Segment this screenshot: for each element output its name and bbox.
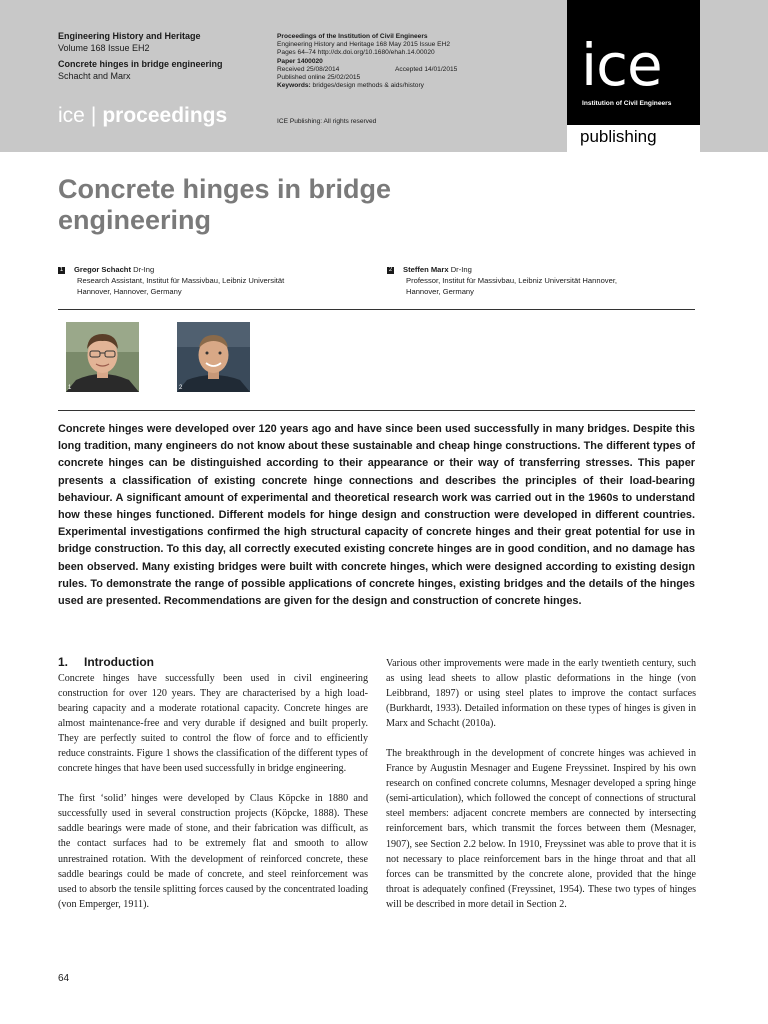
author-number: 1 [59, 266, 64, 273]
journal-header [0, 0, 768, 152]
section-number: 1. [58, 655, 69, 669]
paragraph: The breakthrough in the development of concrete hinges was achieved in France by Augustin Mesnager and Eugene Freyssinet. Inspired by his own research on confined concrete columns, Mesnager developed a spring hinge (semi-articulation), which followed the concept of connections of structural steel members: adjacent concrete members are connected by intersecting reinforcement bars, which transmit the forces between them (Mesnager, 1907), see Section 2.2 below. In 1910, Freyssinet was able to prove that it is not necessary to place reinforcement bars in the hinge throat and that all forces can be transmitted by the concrete alone, provided that the hinge throat is adequately confined (Freyssinet, 1954). These two types of hinges will be described in more detail in Section 2. [386, 748, 696, 910]
paragraph: The first ‘solid’ hinges were developed by Claus Köpcke in 1880 and successfully used in several construction projects (Köpcke, 1888). These saddle bearings were made of stone, and their fabrication was difficult, as the contact surfaces had to be extremely flat and smooth to allow unrestrained rotation. With the development of reinforced concrete, these saddle bearings could be made of concrete, and steel reinforcement was used to absorb the tensile splitting forces caused by the concentrated loading (von Emperger, 1911). [58, 793, 368, 910]
article-title: Concrete hinges in bridge engineering [58, 174, 392, 235]
page-number: 64 [58, 973, 70, 984]
author-affiliation: Hannover, Hannover, Germany [77, 287, 182, 296]
citation: Engineering History and Heritage 168 May 2015 Issue EH2 [277, 41, 451, 49]
accepted-date: Accepted 14/01/2015 [395, 65, 458, 73]
journal-volume: Volume 168 Issue EH2 [58, 42, 150, 53]
author-photo-2 [177, 322, 250, 392]
paragraph: Concrete hinges have successfully been used in civil engineering construction for over 120 years. They are characterised by a high load-bearing capacity and a moderate rotational capacity. Concrete hinges are almost maintenance-free and very durable if designed and built properly. They are perfectly suited to control the flow of force and to efficiently reduce constraints. Figure 1 shows the classification of the different types of concrete hinges that have been used successfully in bridge engineering. [58, 673, 368, 775]
keywords-label: Keywords: [277, 82, 311, 90]
author-2 [387, 264, 617, 297]
divider [58, 309, 695, 310]
body-column-right [386, 656, 696, 927]
section-title: Introduction [84, 655, 154, 669]
journal-name: Engineering History and Heritage [58, 31, 201, 41]
author-degree: Dr-Ing [448, 265, 472, 274]
pages-doi[interactable]: Pages 64–74 http://dx.doi.org/10.1680/ehah.14.00020 [277, 49, 435, 57]
author-photo-1 [66, 322, 139, 392]
published-date: Published online 25/02/2015 [277, 74, 361, 82]
article-short-authors: Schacht and Marx [58, 70, 131, 81]
ice-logo-word: ice [581, 31, 662, 99]
abstract: Concrete hinges were developed over 120 years ago and have since been used successfully in many bridges. Despite this long tradition, many engineers do not know about these sustainable and cheap hinge constructions. The different types of concrete hinges can be distinguished according to their appearance or their way of transferring stresses. This paper presents a classification of existing concrete hinge connections and describes the principles of their load-bearing behaviour. A significant amount of experimental and theoretical research work was carried out in the 1960s to understand how these hinges functioned. Different models for hinge design and construction were developed in different countries. Experimental investigations confirmed the high structural capacity of concrete hinges and their great potential for use in bridge construction. To this day, all correctly executed existing concrete hinges are in good condition, and no damage has been observed. Many existing bridges were built with concrete hinges, which were designed according to existing design rules. To demonstrate the range of possible applications of concrete hinges, existing bridges and the details of the hinges used are presented. Recommendations are given for the design and construction of concrete hinges. [58, 423, 695, 608]
author-name: Steffen Marx [403, 265, 449, 274]
ice-logo-publishing: publishing [580, 127, 657, 146]
paragraph: Various other improvements were made in the early twentieth century, such as using lead sheets to allow plastic deformations in the hinge (von Leibbrand, 1897) or using steel plates to improve the contact surfaces (Burkhardt, 1933). Detailed information on these types of hinges is given in Marx and Schacht (2010a). [386, 658, 696, 730]
article-short-title: Concrete hinges in bridge engineering [58, 59, 223, 69]
publication-details [277, 33, 537, 125]
author-degree: Dr-Ing [130, 265, 155, 274]
photo-number: 1 [68, 385, 72, 391]
author-affiliation: Research Assistant, Institut für Massivbau, Leibniz Universität [77, 276, 285, 285]
author-affiliation: Professor, Institut für Massivbau, Leibniz Universität Hannover, [406, 276, 618, 285]
proceedings-title: Proceedings of the Institution of Civil Engineers [277, 33, 428, 40]
keywords: bridges/design methods & aids/history [310, 82, 424, 90]
author-affiliation: Hannover, Germany [406, 287, 474, 296]
photo-number: 2 [179, 385, 183, 391]
author-number: 2 [388, 266, 393, 273]
paper-number: Paper 1400020 [277, 57, 323, 65]
ice-proceedings-logo: ice | proceedings [58, 104, 228, 127]
ice-publishing-logo [567, 0, 700, 152]
divider [58, 410, 695, 411]
brand-right: proceedings [102, 104, 228, 127]
body-column-left [58, 671, 368, 927]
ice-logo-subtitle: Institution of Civil Engineers [582, 100, 672, 107]
author-name: Gregor Schacht [74, 265, 131, 274]
author-1 [58, 264, 284, 297]
journal-info [58, 31, 258, 82]
received-date: Received 25/08/2014 [277, 65, 340, 73]
brand-left: ice [58, 104, 85, 127]
section-heading [58, 655, 154, 669]
rights-notice: ICE Publishing: All rights reserved [277, 118, 377, 125]
